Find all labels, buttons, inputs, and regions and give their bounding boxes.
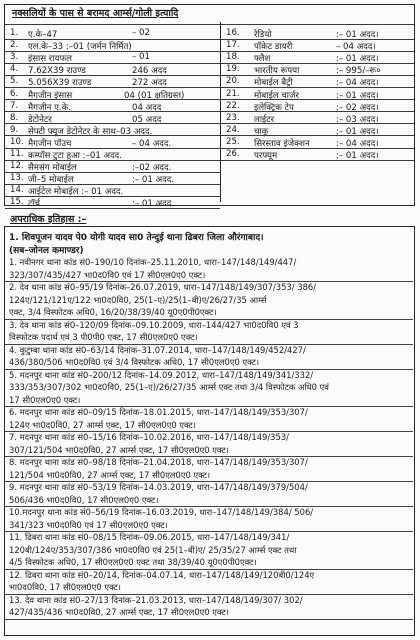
- seized-item-number: 2.: [10, 40, 19, 51]
- seized-item-quantity: 04 अदद: [132, 102, 162, 113]
- case-divider: [5, 481, 413, 482]
- seized-item-quantity: :– 04 अदद।: [336, 138, 379, 149]
- case-divider: [5, 619, 413, 620]
- seized-item-number: 9.: [10, 124, 19, 135]
- seized-item-quantity: – 01: [132, 52, 150, 63]
- accused-rank-line: (सब–जोनल कमाण्डर): [9, 246, 84, 256]
- seized-item-number: 23.: [226, 112, 240, 123]
- seized-item-name: सेफ्टी फ्यूज डेटोनेटर के साथ–03 अदद.: [28, 126, 153, 137]
- case-line: 121/504 भा0द0वि0, 27 आर्म्स एक्ट, 17 सी0एल0ए0 एक्ट।: [9, 469, 211, 480]
- seized-item-quantity: – 04 अदद।: [336, 42, 376, 53]
- case-line: 1. नवीनगर थाना कांड सं0–190/10 दिनांक–25.11.2010, धारा–147/148/149/447/: [9, 257, 297, 267]
- seized-item-quantity: 04 (01 क्षतिग्रस्त): [124, 90, 185, 101]
- seized-item-number: 26.: [226, 149, 240, 159]
- seized-item-name: चाकू: [254, 126, 269, 137]
- seized-item-number: 7.: [10, 100, 19, 111]
- case-line: 341/323 भा0द0वि0 एवं 17 सी0एल0ए0 एक्ट।: [9, 519, 168, 530]
- seized-item-number: 15.: [10, 197, 24, 208]
- row-divider: [221, 87, 414, 88]
- case-divider: [5, 319, 413, 320]
- seized-item-quantity: :– 03 अदद।: [336, 114, 379, 125]
- seized-item-number: 3.: [10, 52, 19, 63]
- row-divider: [221, 111, 414, 112]
- case-line: 4. कुटुम्बा थाना कांड सं0–63/14 दिनांक–31.07.2014, धारा–147/148/149/452/427/: [9, 344, 306, 355]
- case-divider: [5, 594, 413, 595]
- case-line: 17 सी0एल0ए0 एक्ट।: [9, 394, 81, 405]
- seized-item-number: 8.: [10, 112, 19, 123]
- case-line: 11. ढिबरा थाना कांड सं0–08/15 दिनांक–09.06.2015, धारा–147/148/149/341/: [9, 532, 290, 542]
- row-divider: [221, 75, 414, 76]
- accused-name-line: 1. शिवपूजन यादव पे0 योगी यादव सा0 तेन्दुई थाना ढिबरा जिला औरंगाबाद।: [9, 233, 264, 243]
- row-divider: [221, 135, 414, 136]
- seized-item-name: फ्लैश: [254, 54, 271, 65]
- seized-item-number: 10.: [10, 136, 24, 147]
- case-line: 427/435/436 भा0द0वि0, 27 आर्म्स एक्ट, 17 सी0एल0ए0 एक्ट।: [9, 607, 229, 617]
- seized-item-name: आईटेल मोबाईल :– 01 अदद.: [28, 187, 124, 198]
- case-divider: [5, 431, 413, 432]
- seized-item-name: कम्पॉस टुटा हुआ :–01 अदद.: [28, 151, 122, 161]
- case-line: 9. मदनपुर थाना कांड सं0–53/19 दिनांक–14.03.2019, धारा–147/148/149/379/504/: [9, 482, 308, 492]
- seized-item-name: जी–5 मोबाईल: [28, 175, 74, 186]
- case-line: 12. ढिबरा थाना कांड सं0–20/14, दिनांक–04.07.14, धारा–147/148/149/120बी0/124ए: [9, 569, 315, 580]
- seized-item-name: एल.के–33 :–01 (जर्मन निर्मित): [28, 42, 132, 53]
- seized-item-quantity: :– 01 अदद।: [336, 126, 379, 137]
- seized-item-name: मैगजीन पॉउच: [28, 138, 72, 149]
- seized-item-number: 22.: [226, 100, 240, 111]
- case-divider: [5, 344, 413, 345]
- seized-item-quantity: :– 01 अदद।: [336, 30, 379, 40]
- case-line: विस्फोटक पदार्थ एवं 3 पी0पी0 एक्ट, 17 सी0एल0ए0 एक्ट।: [9, 332, 198, 342]
- row-divider: [5, 208, 220, 209]
- seized-item-name: पॉकेट डायरी: [254, 42, 293, 53]
- case-line: एक्ट, 3/4 विस्फोटक अधि0, 16/20/38/39/40 यू0ए0पी0एक्ट।: [9, 307, 217, 317]
- seized-item-number: 24.: [226, 124, 240, 135]
- seized-item-number: 6.: [10, 88, 19, 99]
- seized-item-name: 7.62X39 राउण्ड: [28, 66, 86, 77]
- seized-item-quantity: – 04 अदद.: [132, 138, 172, 149]
- case-line: 124ए भा0द0वि0, 27 आर्म्स एक्ट, 17 सी0एल0ए0 एक्ट।: [9, 419, 196, 430]
- seized-item-name: इलेक्ट्रिक टेप: [254, 102, 294, 113]
- case-line: 333/353/307/302 भा0द0वि0, 25(1–ए)/26/27/35 आर्म्स एक्ट तथा 3/4 विस्फोटक अधि0 एवं: [9, 382, 329, 392]
- row-divider: [221, 148, 414, 149]
- seized-item-quantity: :– 01 अदद।: [336, 90, 379, 101]
- case-line: 436/380/506 भा0द0वि0 एवं 3/4 विस्फोटक अधि0, 17 सी0एल0ए0 एक्ट।: [9, 357, 260, 367]
- case-line: 307/121/504 भा0द0वि0, 27 आर्म्स एक्ट, 17 सी0एल0ए0 एक्ट।: [9, 444, 229, 455]
- seized-item-number: 19.: [226, 64, 240, 75]
- seized-item-number: 18.: [226, 52, 240, 63]
- case-line: 3. देव थाना कांड सं0–120/09 दिनांक–09.10.2009, धारा–144/427 भा0द0वि0 एवं 3: [9, 319, 299, 330]
- seized-item-name: मोबाईल चार्जर: [254, 90, 299, 101]
- seized-item-quantity: – 02: [132, 28, 150, 38]
- seized-item-number: 21.: [226, 88, 240, 99]
- seized-item-number: 4.: [10, 64, 19, 75]
- seized-item-name: लाईटर: [254, 114, 275, 125]
- seized-item-name: मोबाईल बैट्री: [254, 78, 293, 89]
- row-divider: [5, 24, 414, 25]
- row-divider: [221, 123, 414, 124]
- seized-item-number: 16.: [226, 28, 240, 38]
- row-divider: [221, 99, 414, 100]
- case-line: 4/5 विस्फोटक अधि0, 17 सी0एल0ए0 एक्ट तथा 38/39/40 यू0ए0पी0एक्ट।: [9, 557, 257, 567]
- case-divider: [5, 569, 413, 570]
- row-divider: [221, 160, 414, 161]
- seized-item-number: 13.: [10, 173, 24, 184]
- row-divider: [221, 39, 414, 40]
- seized-item-number: 25.: [226, 136, 240, 147]
- case-line: 7. मदनपुर थाना कांड सं0–15/16 दिनांक–10.02.2016, धारा–147/148/149/353/: [9, 432, 289, 442]
- seized-item-quantity: :– 01 अदद.: [132, 175, 175, 186]
- seized-item-number: 20.: [226, 76, 240, 87]
- case-line: 124ए/121/121ए/122 भा0द0वि0, 25(1–ए)/25(1–बी)ए/26/27/35 आर्म्स: [9, 294, 267, 305]
- case-line: 5. मदनपुर थाना कांड सं0–200/12 दिनांक–14.09.2012, धारा–147/148/149/341/332/: [9, 369, 314, 380]
- seized-item-name: मैगजीन ए.के.: [28, 102, 71, 113]
- seized-item-number: 14.: [10, 185, 24, 196]
- seized-item-name: टॉर्च: [28, 199, 41, 210]
- seized-item-number: 1.: [10, 28, 19, 38]
- case-line: 2. देव थाना कांड सं0–95/19 दिनांक–26.07.2019, धारा–147/148/149/307/353/ 386/: [9, 282, 317, 292]
- case-divider: [5, 406, 413, 407]
- seized-item-number: 5.: [10, 76, 19, 87]
- seized-item-quantity: :– 01 अदद।: [336, 151, 379, 161]
- seized-item-quantity: 246 अदद: [132, 66, 167, 77]
- case-divider: [5, 531, 413, 532]
- seized-item-name: डेटोनेटर: [28, 114, 52, 125]
- seized-item-name: इंसास रायफल: [28, 54, 72, 65]
- seized-item-name: 5.056X39 राउण्ड: [28, 78, 92, 89]
- seized-item-quantity: 272 अदद: [132, 78, 167, 89]
- seized-item-number: 11.: [10, 149, 24, 159]
- seized-item-quantity: :– 995/–रू०: [336, 66, 381, 77]
- case-line: 6. मदनपुर थाना कांड सं0–09/15 दिनांक–18.01.2015, धारा–147/148/149/353/307/: [9, 407, 308, 417]
- case-line: 13. देव थाना कांड सं0–27/13 दिनांक–21.03.2013, धारा–147/148/149/307/ 302/: [9, 594, 303, 605]
- seized-item-name: सैमसंग मोबाईल: [28, 163, 77, 174]
- case-line: 120बी/124ए/353/307/386 भा0द0वि0 एवं 25(1–बी)ए/ 25/35/27 आर्म्स एक्ट तथा: [9, 544, 297, 555]
- seized-item-name: सिरस्ताव इंजेक्शन: [254, 138, 310, 149]
- case-divider: [5, 506, 413, 507]
- case-line: 8. मदनपुर थाना कांड सं0–98/18 दिनांक–21.04.2018, धारा–147/148/149/353/307/: [9, 457, 308, 467]
- seized-item-name: परफ्यूम: [254, 151, 278, 161]
- criminal-history-title: अपराधिक इतिहास :–: [10, 214, 87, 225]
- seized-item-quantity: 05 अदद: [132, 114, 162, 125]
- seized-item-quantity: :– 02 अदद।: [336, 102, 379, 113]
- seized-item-quantity: :– 04 अदद।: [336, 78, 379, 89]
- case-line: भा0द0वि0, 17 सी0एल0ए0 एक्ट।: [9, 582, 121, 592]
- seized-item-quantity: :– 01 अदद.: [132, 199, 175, 210]
- seized-item-quantity: :–02 अदद.: [132, 163, 172, 174]
- case-line: 10.मदनपुर थाना कांड सं0–56/19 दिनांक–16.03.2019, धारा–147/148/149/384/ 506/: [9, 507, 314, 517]
- seized-items-title: नक्सलियों के पास से बरामद आर्म्स/गोली इत्यादि: [12, 8, 179, 19]
- seized-item-name: रेडियो: [254, 30, 272, 40]
- case-line: 323/307/435/427 भा0द0वि0 एवं 17 सी0एल0ए0 एक्ट।: [9, 269, 206, 280]
- row-divider: [221, 63, 414, 64]
- case-line: 506/436 भा0द0वि0, 17 सी0एल0ए0 एक्ट।: [9, 494, 159, 505]
- row-divider: [221, 51, 414, 52]
- case-divider: [5, 281, 413, 282]
- seized-item-name: ए.के–47: [28, 30, 58, 40]
- seized-item-quantity: :– 01 अदद।: [336, 54, 379, 65]
- seized-item-number: 12.: [10, 161, 24, 172]
- case-divider: [5, 456, 413, 457]
- seized-item-name: मैगजीन इंसास: [28, 90, 73, 101]
- case-divider: [5, 369, 413, 370]
- seized-item-number: 17.: [226, 40, 240, 51]
- seized-item-name: भारतीय रूपया: [254, 66, 300, 77]
